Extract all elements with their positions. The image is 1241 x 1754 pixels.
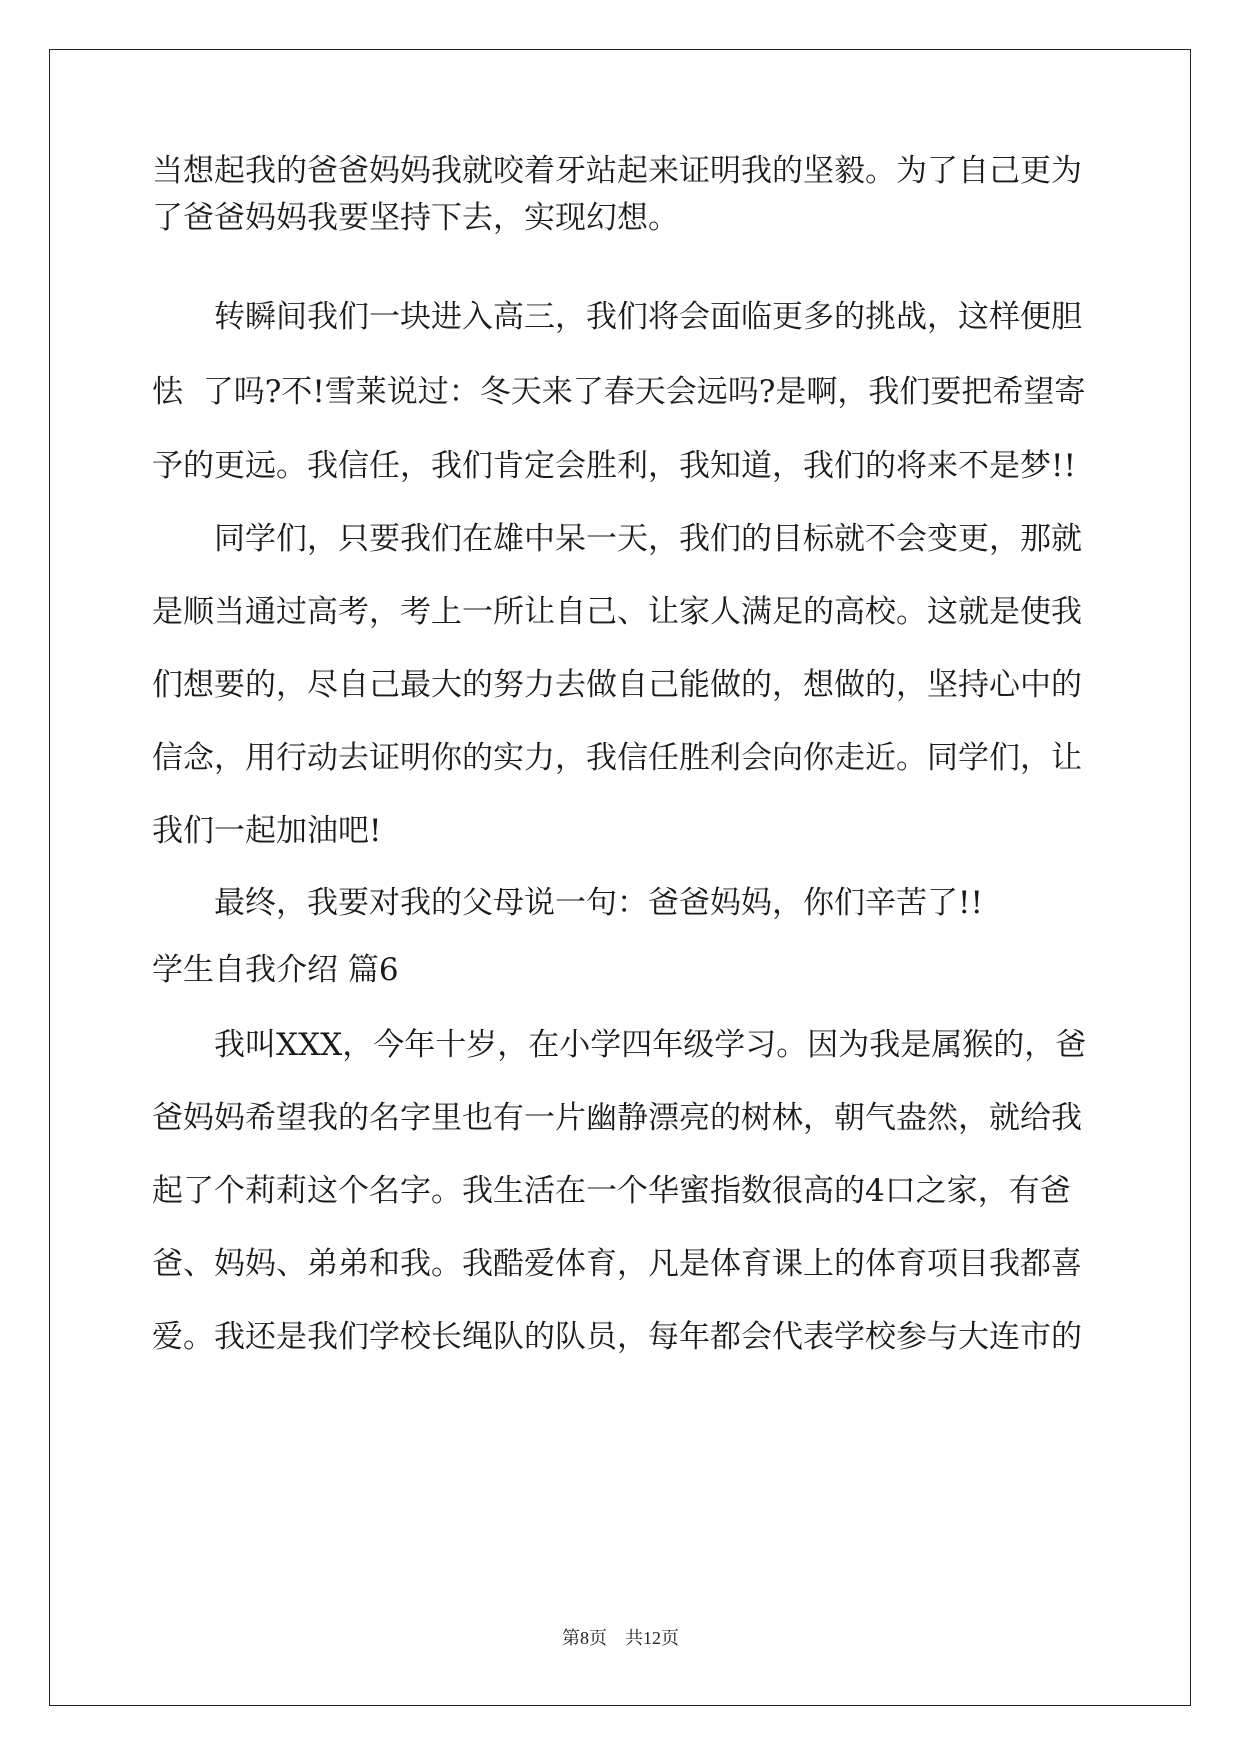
paragraph-start-line: 同学们，只要我们在雄中呆一天，我们的目标就不会变更，那就	[214, 521, 1082, 557]
body-line: 爸、妈妈、弟弟和我。我酷爱体育，凡是体育课上的体育项目我都喜	[152, 1246, 1082, 1282]
body-line: 当想起我的爸爸妈妈我就咬着牙站起来证明我的坚毅。为了自己更为	[152, 153, 1082, 189]
body-line: 们想要的，尽自己最大的努力去做自己能做的，想做的，坚持心中的	[152, 667, 1082, 703]
body-line: 了爸爸妈妈我要坚持下去，实现幻想。	[152, 200, 679, 236]
body-line: 爸妈妈希望我的名字里也有一片幽静漂亮的树林，朝气盎然，就给我	[152, 1100, 1082, 1136]
section-heading: 学生自我介绍 篇6	[152, 952, 399, 988]
body-line: 起了个莉莉这个名字。我生活在一个华蜜指数很高的4口之家，有爸	[152, 1173, 1071, 1209]
body-line: 予的更远。我信任，我们肯定会胜利，我知道，我们的将来不是梦!!	[152, 448, 1076, 484]
body-line: 怯 了吗?不!雪莱说过：冬天来了春天会远吗?是啊，我们要把希望寄	[152, 374, 1086, 410]
paragraph-start-line: 最终，我要对我的父母说一句：爸爸妈妈，你们辛苦了!!	[214, 885, 983, 921]
body-line: 信念，用行动去证明你的实力，我信任胜利会向你走近。同学们，让	[152, 740, 1082, 776]
paragraph-start-line: 我叫XXX，今年十岁，在小学四年级学习。因为我是属猴的，爸	[214, 1027, 1087, 1063]
paragraph-start-line: 转瞬间我们一块进入高三，我们将会面临更多的挑战，这样便胆	[214, 299, 1082, 335]
page-number-footer: 第8页 共12页	[562, 1628, 679, 1648]
body-line: 爱。我还是我们学校长绳队的队员，每年都会代表学校参与大连市的	[152, 1319, 1082, 1355]
body-line: 我们一起加油吧!	[152, 813, 382, 849]
body-line: 是顺当通过高考，考上一所让自己、让家人满足的高校。这就是使我	[152, 594, 1082, 630]
